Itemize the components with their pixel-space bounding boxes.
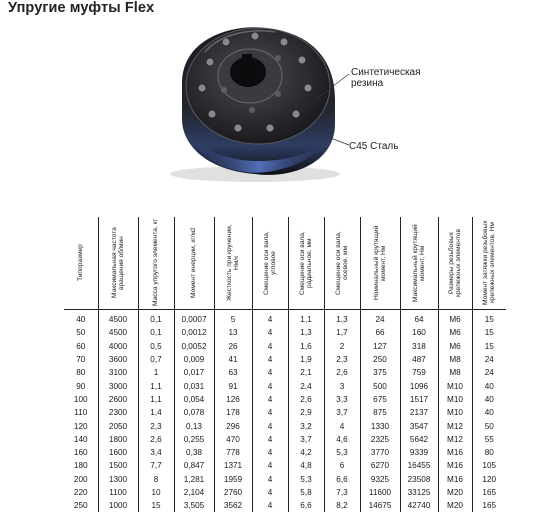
table-cell: 1,9	[288, 353, 324, 366]
table-cell: 3,7	[324, 406, 360, 419]
table-row	[64, 406, 506, 419]
table-row	[64, 340, 506, 353]
table-cell: 9339	[400, 446, 438, 459]
table-row	[64, 379, 506, 392]
column-header: Размеры резьбовых крепежных элементов	[438, 217, 472, 310]
table-cell: 24	[360, 310, 400, 327]
table-cell: 5642	[400, 433, 438, 446]
table-cell: 14675	[360, 499, 400, 512]
table-cell: 8,2	[324, 499, 360, 512]
table-cell: M16	[438, 473, 472, 486]
table-cell: 0,1	[138, 310, 174, 327]
column-header: Жесткость при кручении, Нм/к	[214, 217, 252, 310]
table-cell: 0,0052	[174, 340, 214, 353]
table-cell: 8	[138, 473, 174, 486]
table-cell: 0,5	[138, 340, 174, 353]
table-cell: 250	[360, 353, 400, 366]
table-cell: 40	[64, 310, 98, 327]
rubber-callout: Синтетическая резина	[351, 67, 431, 89]
table-cell: M10	[438, 393, 472, 406]
table-cell: 127	[360, 340, 400, 353]
table-cell: 3,7	[288, 433, 324, 446]
table-cell: 4	[252, 366, 288, 379]
table-cell: 2,104	[174, 486, 214, 499]
table-cell: 160	[400, 326, 438, 339]
table-cell: 110	[64, 406, 98, 419]
table-cell: 140	[64, 433, 98, 446]
table-cell: 1100	[98, 486, 138, 499]
table-cell: 1,1	[138, 379, 174, 392]
table-cell: 50	[64, 326, 98, 339]
table-cell: 4	[252, 406, 288, 419]
table-cell: 4	[252, 446, 288, 459]
table-cell: M16	[438, 446, 472, 459]
table-cell: 24	[472, 353, 506, 366]
table-cell: 80	[472, 446, 506, 459]
table-cell: 55	[472, 433, 506, 446]
table-cell: 2,3	[324, 353, 360, 366]
table-cell: 4500	[98, 310, 138, 327]
table-cell: M10	[438, 406, 472, 419]
table-cell: 178	[214, 406, 252, 419]
table-cell: 0,0012	[174, 326, 214, 339]
table-cell: 296	[214, 419, 252, 432]
table-cell: 3600	[98, 353, 138, 366]
table-cell: 0,009	[174, 353, 214, 366]
table-cell: 6,6	[324, 473, 360, 486]
column-header: Масса упругого элемента, кг	[138, 217, 174, 310]
table-cell: 3,3	[324, 393, 360, 406]
table-cell: 5,8	[288, 486, 324, 499]
table-cell: 41	[214, 353, 252, 366]
table-cell: 1517	[400, 393, 438, 406]
table-cell: 40	[472, 406, 506, 419]
table-cell: 91	[214, 379, 252, 392]
column-header: Типоразмер	[64, 217, 98, 310]
table-row	[64, 326, 506, 339]
page-title: Упругие муфты Flex	[8, 0, 154, 16]
table-cell: 4	[252, 340, 288, 353]
table-cell: 4	[252, 379, 288, 392]
table-cell: 1,1	[288, 310, 324, 327]
table-cell: 1500	[98, 459, 138, 472]
table-cell: 15	[472, 340, 506, 353]
table-cell: 0,847	[174, 459, 214, 472]
table-cell: 4	[252, 499, 288, 512]
table-cell: 126	[214, 393, 252, 406]
table-cell: 2325	[360, 433, 400, 446]
table-cell: 3,505	[174, 499, 214, 512]
table-cell: 4,2	[288, 446, 324, 459]
table-cell: M16	[438, 459, 472, 472]
table-cell: 165	[472, 486, 506, 499]
table-cell: 11600	[360, 486, 400, 499]
table-cell: M6	[438, 326, 472, 339]
table-cell: 42740	[400, 499, 438, 512]
table-cell: 6	[324, 459, 360, 472]
table-cell: 64	[400, 310, 438, 327]
column-header: Момент затяжки резьбовых крепежных элементов, Нм	[472, 217, 506, 310]
table-cell: 2,9	[288, 406, 324, 419]
table-cell: 1000	[98, 499, 138, 512]
table-cell: 2760	[214, 486, 252, 499]
table-cell: 7,7	[138, 459, 174, 472]
table-cell: 2,4	[288, 379, 324, 392]
table-cell: 9325	[360, 473, 400, 486]
table-cell: 2,3	[138, 419, 174, 432]
table-cell: 0,0007	[174, 310, 214, 327]
table-cell: 1096	[400, 379, 438, 392]
table-row	[64, 446, 506, 459]
table-cell: 778	[214, 446, 252, 459]
table-cell: 1,1	[138, 393, 174, 406]
table-cell: 165	[472, 499, 506, 512]
table-cell: 4,6	[324, 433, 360, 446]
table-cell: 3,4	[138, 446, 174, 459]
table-row	[64, 486, 506, 499]
table-cell: 0,38	[174, 446, 214, 459]
table-cell: 100	[64, 393, 98, 406]
table-cell: 1,4	[138, 406, 174, 419]
table-cell: 200	[64, 473, 98, 486]
table-cell: 50	[472, 419, 506, 432]
table-cell: 0,1	[138, 326, 174, 339]
table-cell: M12	[438, 419, 472, 432]
table-cell: 0,13	[174, 419, 214, 432]
table-cell: 120	[472, 473, 506, 486]
table-cell: 1,6	[288, 340, 324, 353]
table-cell: 675	[360, 393, 400, 406]
table-cell: 5,3	[324, 446, 360, 459]
column-header: Максимальный крутящий момент, Нм	[400, 217, 438, 310]
table-cell: 10	[138, 486, 174, 499]
table-cell: 1959	[214, 473, 252, 486]
table-cell: 1600	[98, 446, 138, 459]
steel-callout: С45 Сталь	[349, 141, 398, 152]
table-cell: 4	[252, 473, 288, 486]
table-cell: 1,7	[324, 326, 360, 339]
table-row	[64, 459, 506, 472]
table-cell: 4,8	[288, 459, 324, 472]
table-cell: 15	[138, 499, 174, 512]
table-cell: M10	[438, 379, 472, 392]
table-cell: 2300	[98, 406, 138, 419]
table-cell: 16455	[400, 459, 438, 472]
table-cell: 2137	[400, 406, 438, 419]
table-cell: 90	[64, 379, 98, 392]
table-cell: 0,031	[174, 379, 214, 392]
table-row	[64, 433, 506, 446]
table-cell: 470	[214, 433, 252, 446]
table-cell: 500	[360, 379, 400, 392]
table-cell: M8	[438, 366, 472, 379]
table-cell: 220	[64, 486, 98, 499]
table-cell: 15	[472, 310, 506, 327]
table-cell: 6270	[360, 459, 400, 472]
table-row	[64, 366, 506, 379]
column-header: Смещение оси вала, угловое	[252, 217, 288, 310]
table-cell: 3,2	[288, 419, 324, 432]
table-cell: 3562	[214, 499, 252, 512]
table-cell: M6	[438, 310, 472, 327]
table-cell: 1	[138, 366, 174, 379]
table-cell: 1300	[98, 473, 138, 486]
table-cell: 0,7	[138, 353, 174, 366]
table-cell: 3770	[360, 446, 400, 459]
table-cell: 4	[252, 326, 288, 339]
table-cell: 80	[64, 366, 98, 379]
table-row	[64, 393, 506, 406]
table-cell: 40	[472, 379, 506, 392]
specification-table	[64, 217, 506, 512]
table-cell: 63	[214, 366, 252, 379]
table-cell: 4	[252, 353, 288, 366]
table-cell: 4000	[98, 340, 138, 353]
table-cell: 0,017	[174, 366, 214, 379]
table-cell: 60	[64, 340, 98, 353]
table-cell: 24	[472, 366, 506, 379]
table-cell: 1,281	[174, 473, 214, 486]
table-cell: 2050	[98, 419, 138, 432]
table-cell: 4	[252, 310, 288, 327]
table-cell: 2,6	[138, 433, 174, 446]
column-header: Номинальный крутящий момент, Нм	[360, 217, 400, 310]
table-row	[64, 419, 506, 432]
table-cell: 759	[400, 366, 438, 379]
table-cell: 13	[214, 326, 252, 339]
column-header: Смещение оси вала, радиальное, мм	[288, 217, 324, 310]
table-cell: 1,3	[324, 310, 360, 327]
table-body	[64, 310, 506, 512]
table-cell: 15	[472, 326, 506, 339]
table-cell: 1371	[214, 459, 252, 472]
table-cell: 33125	[400, 486, 438, 499]
table-cell: 3100	[98, 366, 138, 379]
table-cell: 105	[472, 459, 506, 472]
table-cell: 4500	[98, 326, 138, 339]
table-cell: 2600	[98, 393, 138, 406]
table-cell: 0,054	[174, 393, 214, 406]
table-cell: 70	[64, 353, 98, 366]
column-header: Максимальная частота вращения об/мин	[98, 217, 138, 310]
table-cell: 250	[64, 499, 98, 512]
column-header: Момент инерции, кг/м2	[174, 217, 214, 310]
table-cell: 3	[324, 379, 360, 392]
table-cell: 0,078	[174, 406, 214, 419]
table-row	[64, 353, 506, 366]
table-header-row	[64, 217, 506, 310]
table-row	[64, 310, 506, 327]
table-cell: 3547	[400, 419, 438, 432]
table-cell: 40	[472, 393, 506, 406]
table-cell: 6,6	[288, 499, 324, 512]
table-row	[64, 473, 506, 486]
table-row	[64, 499, 506, 512]
table-cell: 180	[64, 459, 98, 472]
table-cell: 23508	[400, 473, 438, 486]
table-cell: 160	[64, 446, 98, 459]
table-cell: 2,6	[324, 366, 360, 379]
table-cell: M6	[438, 340, 472, 353]
table-cell: 4	[252, 459, 288, 472]
table-cell: 1330	[360, 419, 400, 432]
table-cell: 4	[252, 419, 288, 432]
table-cell: 4	[252, 486, 288, 499]
table-cell: M12	[438, 433, 472, 446]
table-cell: 487	[400, 353, 438, 366]
coupling-product-image	[160, 14, 520, 184]
column-header: Смещение оси вала, осевое, мм	[324, 217, 360, 310]
table-cell: 5	[214, 310, 252, 327]
table-cell: M8	[438, 353, 472, 366]
table-cell: M20	[438, 486, 472, 499]
table-cell: 1,3	[288, 326, 324, 339]
table-cell: 2	[324, 340, 360, 353]
table-cell: 66	[360, 326, 400, 339]
table-cell: 4	[252, 433, 288, 446]
table-cell: 0,255	[174, 433, 214, 446]
table-cell: 375	[360, 366, 400, 379]
table-cell: 4	[252, 393, 288, 406]
table-cell: M20	[438, 499, 472, 512]
table-cell: 3000	[98, 379, 138, 392]
table-cell: 4	[324, 419, 360, 432]
table-cell: 318	[400, 340, 438, 353]
table-cell: 7,3	[324, 486, 360, 499]
table-cell: 875	[360, 406, 400, 419]
table-cell: 26	[214, 340, 252, 353]
table-cell: 120	[64, 419, 98, 432]
table-cell: 1800	[98, 433, 138, 446]
table-cell: 2,1	[288, 366, 324, 379]
table-cell: 2,6	[288, 393, 324, 406]
table-cell: 5,3	[288, 473, 324, 486]
